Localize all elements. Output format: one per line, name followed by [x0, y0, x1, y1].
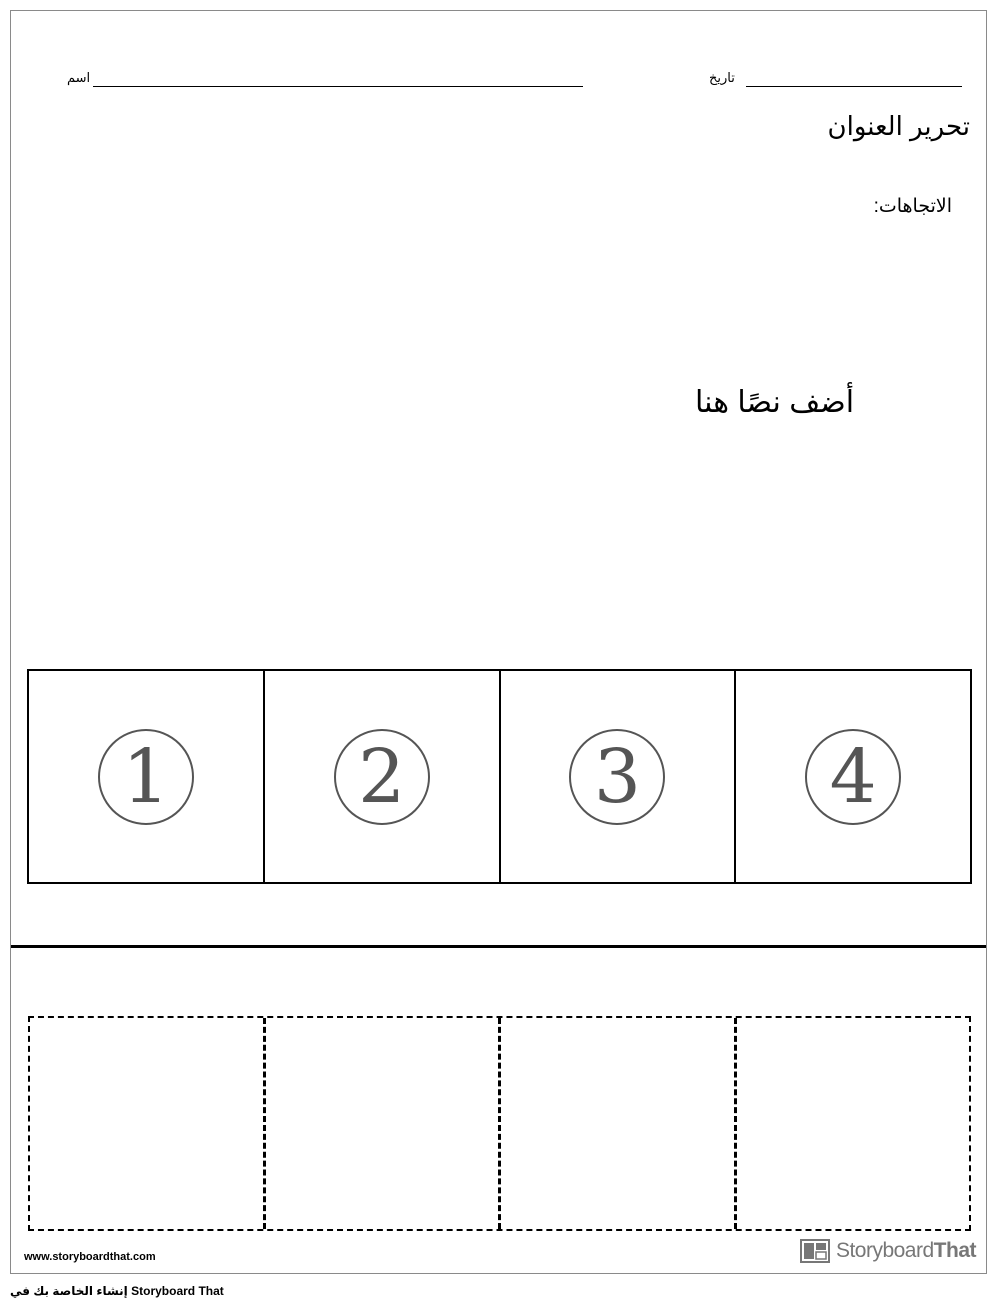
section-divider	[11, 945, 986, 948]
number-circle-1: 1	[98, 729, 194, 825]
storyboard-logo-icon	[800, 1239, 830, 1263]
placeholder-text: أضف نصًا هنا	[695, 386, 855, 419]
number-circle-4: 4	[805, 729, 901, 825]
numbered-panel-row	[27, 669, 972, 884]
panel-1	[29, 671, 265, 882]
website-url: www.storyboardthat.com	[24, 1251, 156, 1263]
number-circle-3: 3	[569, 729, 665, 825]
worksheet-title: تحرير العنوان	[827, 111, 970, 141]
number-circle-2: 2	[334, 729, 430, 825]
worksheet	[10, 10, 987, 1274]
name-label: اسم	[67, 70, 91, 85]
cutout-cell-3	[501, 1018, 737, 1229]
panel-2	[265, 671, 501, 882]
cutout-cell-1	[30, 1018, 266, 1229]
date-line	[746, 86, 962, 87]
directions-label: الاتجاهات:	[873, 196, 952, 217]
panel-3	[501, 671, 737, 882]
logo-text: StoryboardThat	[835, 1239, 976, 1262]
name-line	[93, 86, 583, 87]
panel-4	[736, 671, 970, 882]
cutout-row	[28, 1016, 971, 1231]
cutout-cell-4	[737, 1018, 970, 1229]
footer-credit[interactable]: إنشاء الخاصة بك في Storyboard That	[10, 1284, 224, 1298]
cutout-cell-2	[266, 1018, 502, 1229]
date-label: تاريخ	[709, 70, 735, 85]
storyboardthat-logo	[800, 1239, 976, 1263]
